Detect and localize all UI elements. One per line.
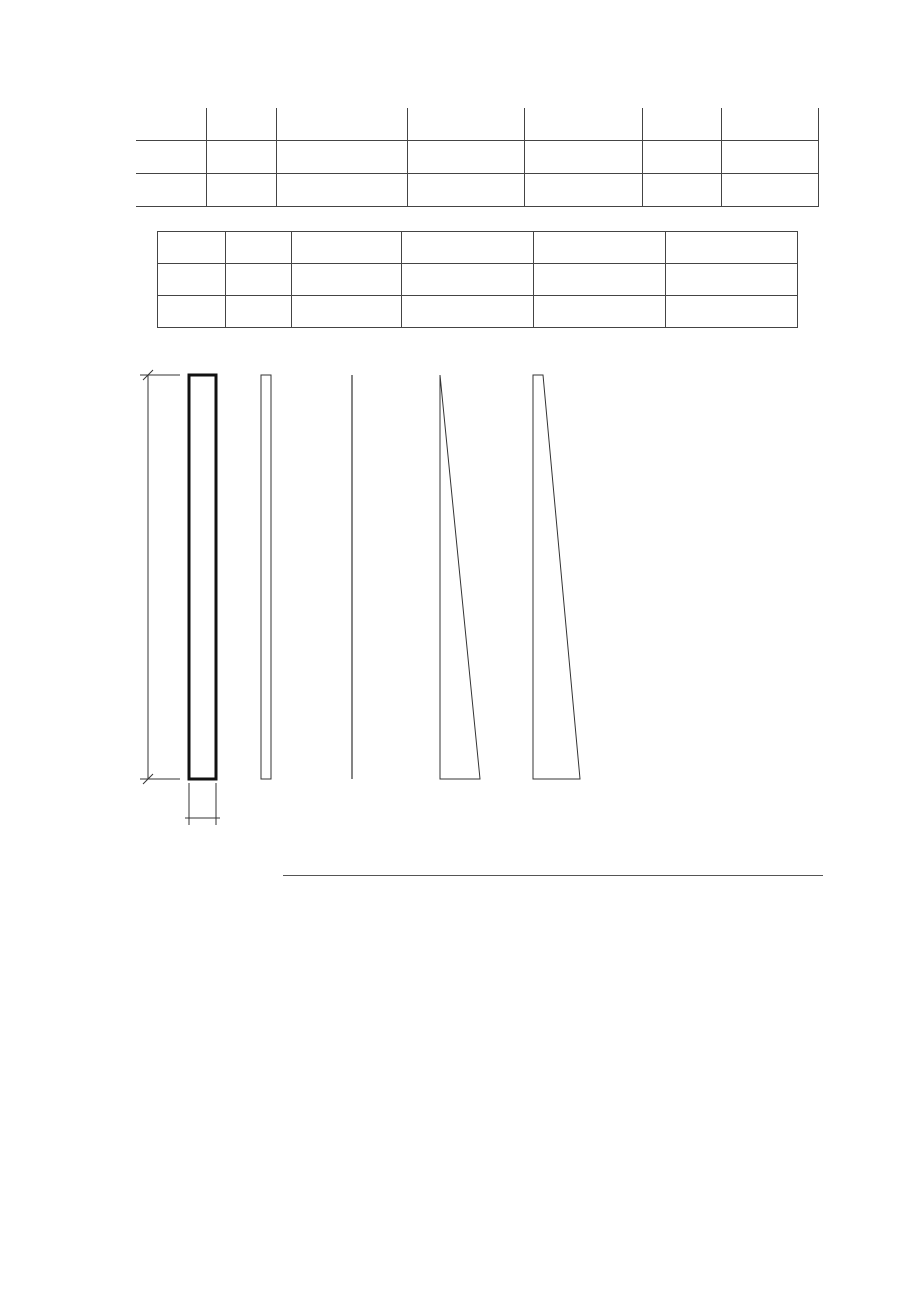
table-header <box>158 232 226 264</box>
table-cell <box>402 264 534 296</box>
table-cell <box>292 296 402 328</box>
table-cell <box>158 264 226 296</box>
table-cell <box>642 174 721 207</box>
wall-section <box>189 375 216 779</box>
decomposition-table <box>157 231 798 328</box>
table-cell <box>206 141 276 174</box>
table-cell <box>206 174 276 207</box>
table-cell <box>136 141 206 174</box>
table-cell <box>276 108 407 141</box>
table-row <box>136 108 818 141</box>
table-cell <box>721 108 818 141</box>
load-table <box>136 108 819 207</box>
table-cell <box>721 141 818 174</box>
soil-load-triangle <box>440 375 480 779</box>
table-row <box>136 174 818 207</box>
table-header <box>292 232 402 264</box>
table-cell <box>407 108 524 141</box>
table-cell <box>666 264 798 296</box>
table-header <box>666 232 798 264</box>
table-cell <box>206 108 276 141</box>
table-header <box>226 232 292 264</box>
table-cell <box>524 108 642 141</box>
table-row <box>158 296 798 328</box>
table-cell <box>158 296 226 328</box>
lateral-load-diagram <box>130 355 630 830</box>
table-cell <box>666 296 798 328</box>
table-cell <box>402 296 534 328</box>
table-cell <box>534 264 666 296</box>
table-cell <box>276 174 407 207</box>
table-cell <box>642 141 721 174</box>
table-cell <box>534 296 666 328</box>
table-cell <box>276 141 407 174</box>
table-cell <box>226 264 292 296</box>
ground-load-block <box>261 375 271 779</box>
table-cell <box>292 264 402 296</box>
table-header-row <box>158 232 798 264</box>
table-cell <box>524 174 642 207</box>
table-cell <box>226 296 292 328</box>
table-cell <box>642 108 721 141</box>
total-load-trapezoid <box>533 375 580 779</box>
width-dimension <box>185 783 220 825</box>
figure-title-rule <box>283 875 823 876</box>
table-cell <box>136 174 206 207</box>
table-row <box>136 141 818 174</box>
table-row <box>158 264 798 296</box>
table-cell <box>721 174 818 207</box>
table-header <box>402 232 534 264</box>
table-cell <box>407 174 524 207</box>
table-cell <box>136 108 206 141</box>
table-cell <box>407 141 524 174</box>
table-header <box>534 232 666 264</box>
height-dimension <box>140 370 180 784</box>
table-cell <box>524 141 642 174</box>
